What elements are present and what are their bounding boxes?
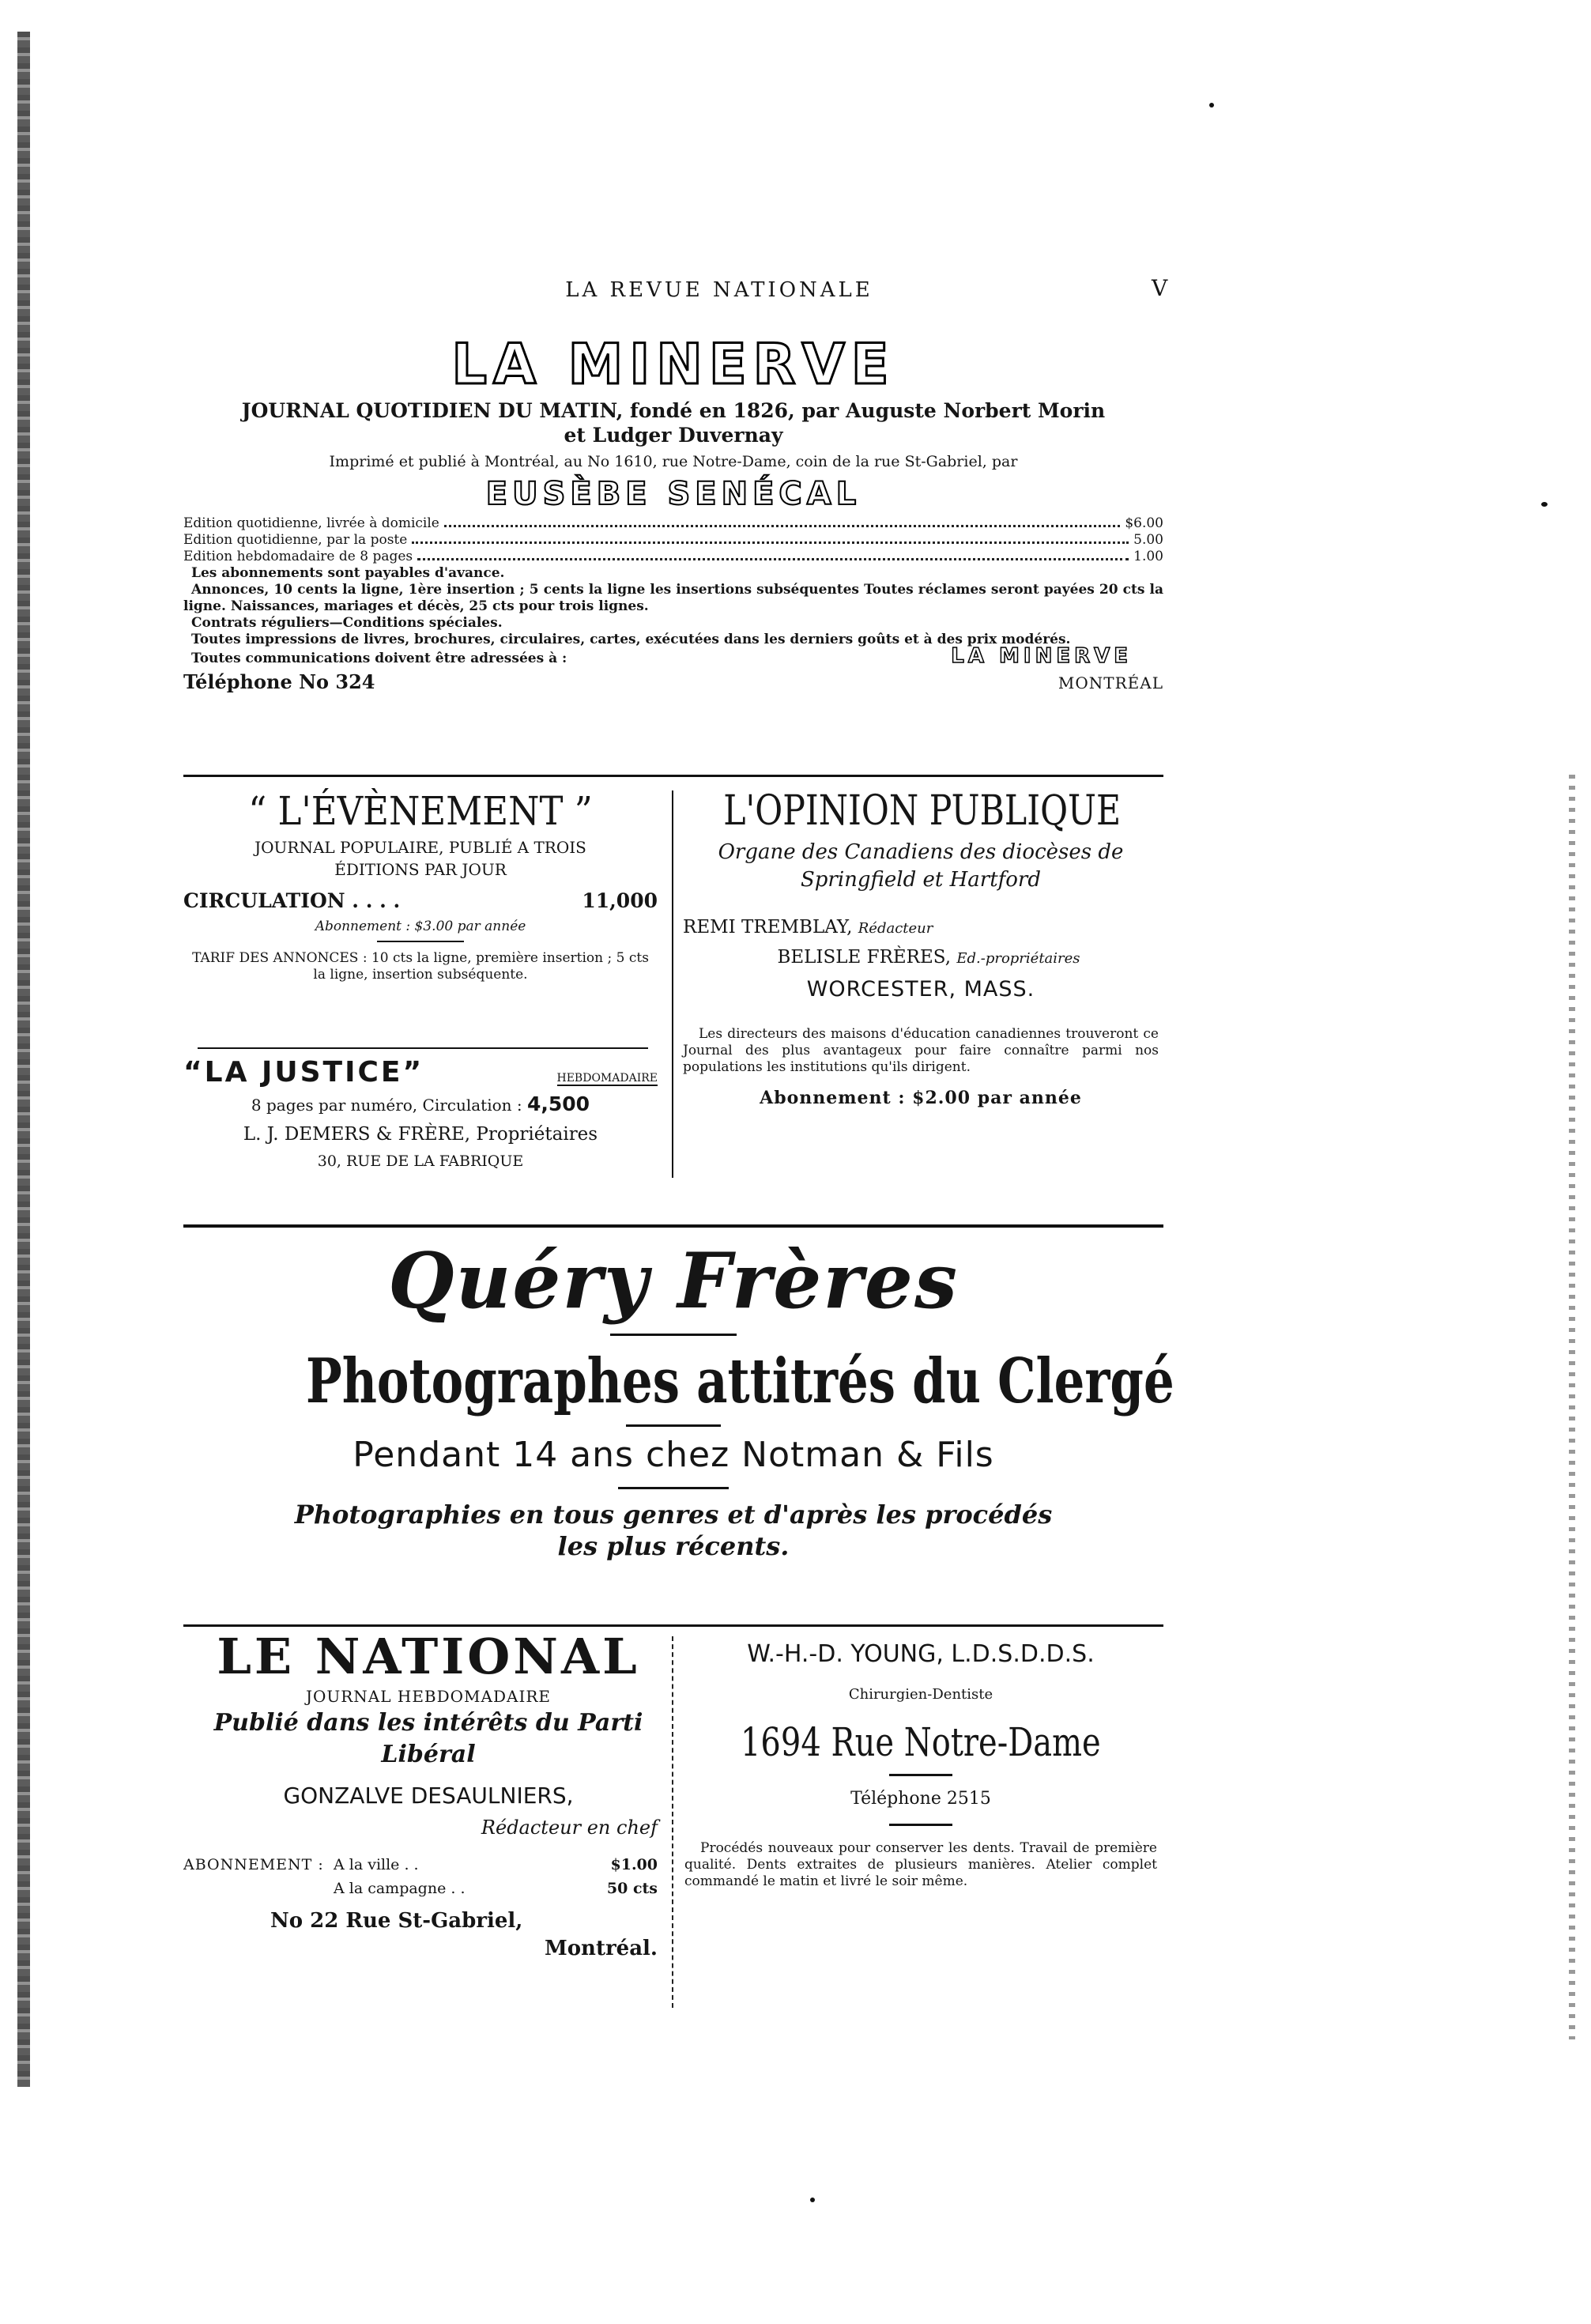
young-text: Procédés nouveaux pour conserver les dents. Travail de première qualité. Dents extraites de plusieurs manières. Atelier complet commandé le matin et livré le soir même. bbox=[684, 1840, 1157, 1889]
minerve-line1: JOURNAL QUOTIDIEN DU MATIN, fondé en 1826, par Auguste Norbert Morin bbox=[241, 399, 1106, 422]
national-abonnement bbox=[183, 1853, 673, 1900]
minerve-line2: et Ludger Duvernay bbox=[564, 424, 783, 447]
minerve-p1: Les abonnements sont payables d'avance. bbox=[191, 565, 505, 581]
opinion-sub1: Organe des Canadiens des diocèses de bbox=[718, 840, 1124, 864]
evenement-sub1: JOURNAL POPULAIRE, PUBLIÉ A TROIS bbox=[254, 838, 586, 857]
evenement-title: “ L'ÉVÈNEMENT ” bbox=[248, 788, 593, 834]
column-divider bbox=[672, 1636, 673, 2008]
query-line: Pendant 14 ans chez Notman & Fils bbox=[353, 1435, 994, 1475]
minerve-p2: Annonces, 10 cents la ligne, 1ère insertion ; 5 cents la ligne les insertions subséquentes Toutes réclames seront payées 20 cts la ligne. Naissances, mariages et décès, 25 cts pour trois lignes. bbox=[183, 582, 1163, 614]
minerve-phone: Téléphone No 324 bbox=[183, 670, 375, 693]
divider bbox=[183, 1624, 1163, 1627]
national-address: No 22 Rue St-Gabriel, bbox=[270, 1909, 523, 1933]
minerve-signature: LA MINERVE bbox=[951, 644, 1132, 668]
evenement-circulation-row bbox=[183, 885, 658, 917]
minerve-footer-row bbox=[183, 670, 1163, 693]
minerve-ad bbox=[183, 332, 1163, 693]
opinion-ad bbox=[680, 787, 1162, 1114]
opinion-sub2: Springfield et Hartford bbox=[800, 868, 1042, 892]
evenement-sub2: ÉDITIONS PAR JOUR bbox=[334, 860, 507, 879]
opinion-title: L'OPINION PUBLIQUE bbox=[723, 787, 1122, 835]
price-row bbox=[183, 532, 1163, 549]
short-rule bbox=[618, 1487, 729, 1489]
minerve-publisher: EUSÈBE SENÉCAL bbox=[485, 476, 861, 512]
query-ad bbox=[183, 1236, 1174, 1562]
evenement-tarif: TARIF DES ANNONCES : 10 cts la ligne, première insertion ; 5 cts la ligne, insertion subséquente. bbox=[192, 950, 649, 983]
evenement-circ-label: CIRCULATION . . . . bbox=[183, 889, 401, 912]
divider bbox=[183, 775, 1163, 777]
evenement-ad bbox=[183, 787, 658, 983]
short-rule bbox=[889, 1824, 952, 1826]
justice-line3: 30, RUE DE LA FABRIQUE bbox=[317, 1153, 524, 1170]
short-rule bbox=[377, 941, 464, 942]
minerve-p5: Toutes communications doivent être adressées à : bbox=[191, 651, 567, 666]
justice-title: “LA JUSTICE” bbox=[183, 1056, 424, 1088]
justice-line1: 8 pages par numéro, Circulation : 4,500 bbox=[251, 1092, 590, 1115]
query-italic2: les plus récents. bbox=[557, 1531, 790, 1561]
justice-ad bbox=[183, 1056, 658, 1175]
young-ad bbox=[680, 1636, 1162, 1890]
page-number: V bbox=[1152, 275, 1168, 301]
price-row: A la campagne . . 50 cts bbox=[334, 1880, 658, 1897]
minerve-city: MONTRÉAL bbox=[1058, 673, 1163, 692]
query-subtitle: Photographes attitrés du Clergé bbox=[305, 1345, 1174, 1417]
national-sub: JOURNAL HEBDOMADAIRE bbox=[305, 1687, 552, 1706]
young-phone: Téléphone 2515 bbox=[850, 1789, 991, 1809]
opinion-city: WORCESTER, MASS. bbox=[806, 977, 1035, 1002]
price-label: Edition quotidienne, par la poste bbox=[183, 532, 408, 548]
national-editor-role: Rédacteur en chef bbox=[481, 1817, 658, 1839]
price-label: Edition quotidienne, livrée à domicile bbox=[183, 515, 439, 531]
price-row bbox=[183, 549, 1163, 565]
young-role: Chirurgien-Dentiste bbox=[848, 1686, 993, 1703]
national-ad bbox=[183, 1628, 673, 1962]
justice-circ: 4,500 bbox=[527, 1092, 590, 1115]
query-title: Quéry Frères bbox=[387, 1236, 960, 1326]
price-value: 1.00 bbox=[1133, 549, 1163, 564]
minerve-contact-row bbox=[183, 644, 1163, 668]
justice-title-row bbox=[183, 1056, 658, 1088]
national-i2: Libéral bbox=[381, 1741, 476, 1768]
national-editor: GONZALVE DESAULNIERS, bbox=[283, 1783, 574, 1809]
price-value: 5.00 bbox=[1133, 532, 1163, 548]
short-rule bbox=[889, 1774, 952, 1776]
justice-line2: L. J. DEMERS & FRÈRE, Propriétaires bbox=[243, 1124, 598, 1145]
right-edge-shadow bbox=[1569, 775, 1575, 2039]
price-label: Edition hebdomadaire de 8 pages bbox=[183, 549, 413, 564]
opinion-text: Les directeurs des maisons d'éducation canadiennes trouveront ce Journal des plus avantageux pour faire connaître parmi nos populations les institutions qu'ils dirigent. bbox=[683, 1026, 1159, 1075]
binding-edge bbox=[17, 32, 30, 2087]
evenement-abonnement: Abonnement : $3.00 par année bbox=[315, 919, 526, 934]
national-title: LE NATIONAL bbox=[217, 1628, 640, 1685]
minerve-p3: Contrats réguliers—Conditions spéciales. bbox=[191, 615, 503, 631]
minerve-title: LA MINERVE bbox=[451, 332, 895, 397]
justice-kind: HEBDOMADAIRE bbox=[556, 1072, 658, 1085]
opinion-editor-line: REMI TREMBLAY, Rédacteur bbox=[683, 917, 933, 938]
price-row: A la ville . . $1.00 bbox=[334, 1856, 658, 1873]
speck bbox=[1209, 103, 1214, 108]
opinion-owners-line: BELISLE FRÈRES, Ed.-propriétaires bbox=[777, 947, 1080, 968]
minerve-line3: Imprimé et publié à Montréal, au No 1610, rue Notre-Dame, coin de la rue St-Gabriel, par bbox=[329, 453, 1018, 470]
running-header-title: LA REVUE NATIONALE bbox=[565, 278, 873, 302]
young-address: 1694 Rue Notre-Dame bbox=[741, 1719, 1101, 1765]
young-title: W.-H.-D. YOUNG, L.D.S.D.D.S. bbox=[747, 1640, 1095, 1668]
speck bbox=[1541, 502, 1548, 507]
evenement-circ-value: 11,000 bbox=[582, 889, 658, 912]
divider bbox=[198, 1047, 648, 1049]
short-rule bbox=[610, 1334, 737, 1336]
speck bbox=[810, 2198, 815, 2202]
minerve-price-list bbox=[183, 515, 1163, 565]
divider bbox=[183, 1224, 1163, 1228]
national-i1: Publié dans les intérêts du Parti bbox=[213, 1709, 643, 1737]
minerve-p4: Toutes impressions de livres, brochures, circulaires, cartes, exécutées dans les derniers goûts et à des prix modérés. bbox=[191, 632, 1071, 647]
national-city: Montréal. bbox=[544, 1937, 658, 1960]
column-divider bbox=[672, 790, 673, 1178]
price-row bbox=[183, 515, 1163, 532]
price-value: $6.00 bbox=[1125, 515, 1163, 531]
national-abon-label: ABONNEMENT : bbox=[183, 1856, 324, 1873]
short-rule bbox=[626, 1424, 721, 1427]
query-italic1: Photographies en tous genres et d'après les procédés bbox=[294, 1500, 1053, 1530]
opinion-abonnement: Abonnement : $2.00 par année bbox=[760, 1088, 1082, 1108]
